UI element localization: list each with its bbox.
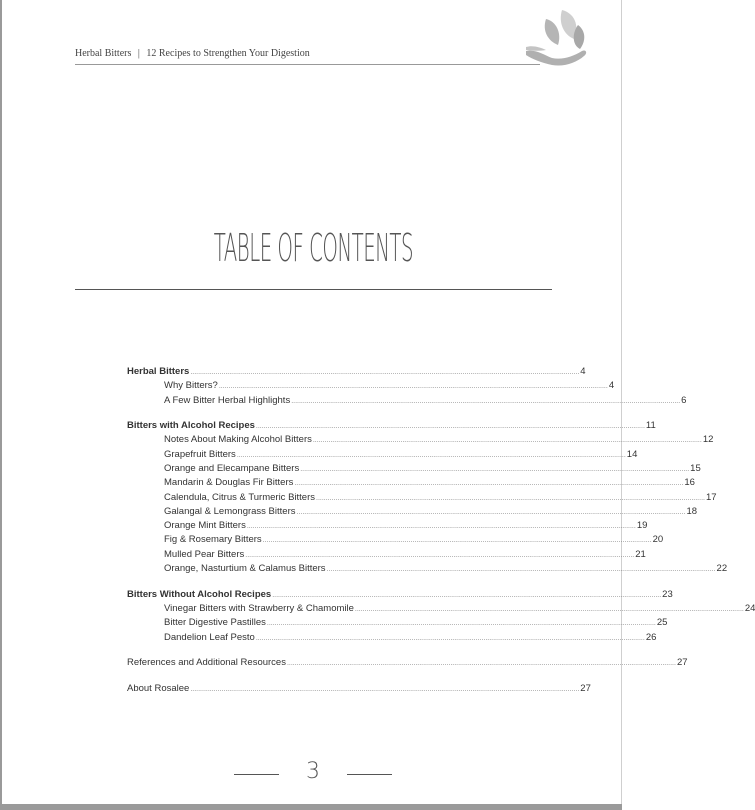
- toc-entry-page: 18: [686, 506, 698, 517]
- toc-entry-page: 22: [716, 563, 728, 574]
- toc-entry[interactable]: [164, 520, 648, 533]
- page-title: TABLE OF CONTENTS: [213, 226, 414, 270]
- toc-entry-page: 20: [652, 534, 664, 545]
- toc-entry-page: 25: [656, 617, 668, 628]
- dot-leader: ........................................................................................................................................................................................................: [236, 452, 626, 459]
- toc-entry[interactable]: [164, 534, 664, 547]
- toc-entry[interactable]: [164, 563, 728, 576]
- toc-entry[interactable]: [127, 657, 688, 670]
- dot-leader: ........................................................................................................................................................................................................: [266, 620, 656, 627]
- toc-entry[interactable]: [164, 549, 646, 562]
- header-separator: |: [137, 48, 140, 59]
- dot-leader: ........................................................................................................................................................................................................: [326, 566, 716, 573]
- toc-entry-label: Orange, Nasturtium & Calamus Bitters: [164, 563, 326, 574]
- page-edge-left: [0, 0, 2, 810]
- book-subtitle: 12 Recipes to Strengthen Your Digestion: [146, 48, 310, 59]
- toc-entry-label: Herbal Bitters: [127, 366, 190, 377]
- toc-entry-label: Galangal & Lemongrass Bitters: [164, 506, 296, 517]
- dot-leader: ........................................................................................................................................................................................................: [291, 398, 681, 405]
- leaves-in-hand-icon: [522, 5, 592, 71]
- toc-entry-page: 12: [702, 434, 714, 445]
- dot-leader: ........................................................................................................................................................................................................: [190, 369, 580, 376]
- dot-leader: ........................................................................................................................................................................................................: [246, 523, 636, 530]
- dot-leader: ........................................................................................................................................................................................................: [255, 635, 645, 642]
- toc-entry-label: Mulled Pear Bitters: [164, 549, 245, 560]
- toc-entry[interactable]: [164, 617, 668, 630]
- toc-entry-label: Vinegar Bitters with Strawberry & Chamomile: [164, 603, 354, 614]
- dot-leader: ........................................................................................................................................................................................................: [312, 437, 702, 444]
- toc-entry-label: Notes About Making Alcohol Bitters: [164, 434, 312, 445]
- toc-entry[interactable]: [164, 463, 701, 476]
- toc-entry-label: Dandelion Leaf Pesto: [164, 632, 255, 643]
- header-rule: [75, 64, 540, 65]
- toc-entry-label: Bitters Without Alcohol Recipes: [127, 589, 272, 600]
- toc-entry-page: 4: [608, 380, 615, 391]
- toc-entry-label: Bitter Digestive Pastilles: [164, 617, 266, 628]
- toc-entry-label: A Few Bitter Herbal Highlights: [164, 395, 291, 406]
- toc-entry-label: References and Additional Resources: [127, 657, 286, 668]
- toc-entry[interactable]: [127, 420, 656, 433]
- toc-entry[interactable]: [164, 506, 698, 519]
- dot-leader: ........................................................................................................................................................................................................: [316, 495, 705, 502]
- dot-leader: ........................................................................................................................................................................................................: [294, 480, 684, 487]
- dot-leader: ........................................................................................................................................................................................................: [255, 423, 645, 430]
- toc-entry[interactable]: [164, 492, 717, 505]
- toc-entry[interactable]: [164, 395, 687, 408]
- toc-entry-page: 4: [580, 366, 586, 377]
- book-title: Herbal Bitters: [75, 48, 132, 59]
- toc-entry-page: 23: [662, 589, 673, 600]
- toc-entry[interactable]: [164, 632, 657, 645]
- toc-entry-page: 27: [676, 657, 688, 668]
- toc-entry[interactable]: [164, 380, 615, 393]
- toc-entry[interactable]: [164, 434, 714, 447]
- toc-entry-page: 19: [636, 520, 648, 531]
- toc-entry-page: 26: [645, 632, 657, 643]
- dot-leader: ........................................................................................................................................................................................................: [354, 606, 744, 613]
- footer-rule-right: [347, 774, 392, 775]
- dot-leader: ........................................................................................................................................................................................................: [286, 660, 676, 667]
- toc-entry[interactable]: [164, 603, 755, 616]
- toc-entry-page: 11: [645, 420, 656, 431]
- toc-entry-label: About Rosalee: [127, 683, 190, 694]
- toc-entry-page: 16: [684, 477, 695, 488]
- toc-entry-label: Grapefruit Bitters: [164, 449, 236, 460]
- footer-rule-left: [234, 774, 279, 775]
- toc-entry-label: Orange and Elecampane Bitters: [164, 463, 300, 474]
- toc-entry-page: 21: [635, 549, 646, 560]
- dot-leader: ........................................................................................................................................................................................................: [262, 537, 652, 544]
- toc-entry-page: 6: [681, 395, 687, 406]
- toc-entry-label: Mandarin & Douglas Fir Bitters: [164, 477, 294, 488]
- running-header: [75, 48, 310, 59]
- toc-entry[interactable]: [164, 449, 638, 462]
- toc-entry-label: Bitters with Alcohol Recipes: [127, 420, 255, 431]
- toc-entry[interactable]: [127, 683, 591, 696]
- toc-entry-page: 17: [705, 492, 717, 503]
- page-number: 3: [306, 759, 320, 784]
- dot-leader: ........................................................................................................................................................................................................: [300, 466, 690, 473]
- title-rule: [75, 289, 552, 290]
- toc-entry[interactable]: [127, 366, 586, 379]
- dot-leader: ........................................................................................................................................................................................................: [272, 592, 662, 599]
- toc-entry-label: Why Bitters?: [164, 380, 218, 391]
- toc-entry-page: 27: [580, 683, 591, 694]
- toc-entry-label: Orange Mint Bitters: [164, 520, 246, 531]
- dot-leader: ........................................................................................................................................................................................................: [190, 686, 580, 693]
- toc-entry[interactable]: [127, 589, 673, 602]
- toc-entry-page: 24: [744, 603, 755, 614]
- dot-leader: ........................................................................................................................................................................................................: [296, 509, 686, 516]
- toc-entry-page: 15: [690, 463, 701, 474]
- toc-entry[interactable]: [164, 477, 695, 490]
- toc-entry-label: Calendula, Citrus & Turmeric Bitters: [164, 492, 315, 503]
- toc-entry-label: Fig & Rosemary Bitters: [164, 534, 262, 545]
- toc-entry-page: 14: [626, 449, 638, 460]
- dot-leader: ........................................................................................................................................................................................................: [245, 552, 635, 559]
- dot-leader: ........................................................................................................................................................................................................: [218, 383, 608, 390]
- page-edge-bottom: [0, 804, 622, 810]
